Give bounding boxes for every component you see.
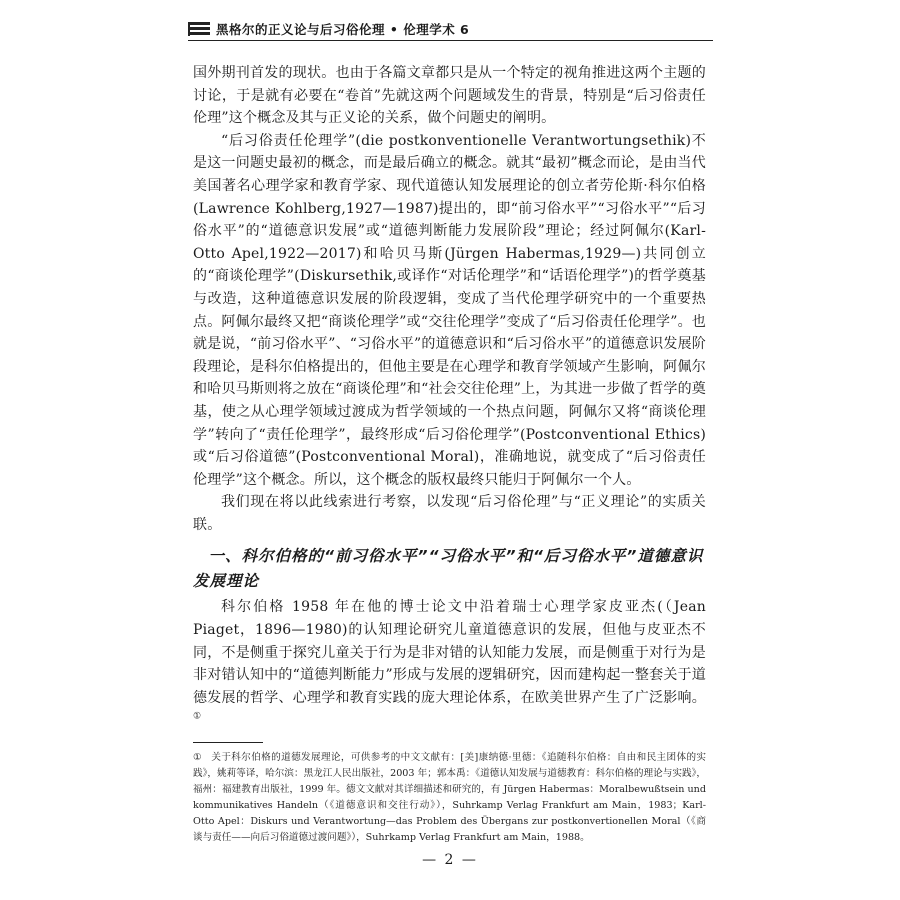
paragraph: 国外期刊首发的现状。也由于各篇文章都只是从一个特定的视角推进这两个主题的讨论，于是就有必要在“卷首”先就这两个问题域发生的背景，特别是“后习俗责任伦理”这个概念及其与正义论的关系，做个问题史的阐明。 bbox=[193, 65, 706, 127]
footnote bbox=[193, 750, 706, 846]
running-header bbox=[188, 18, 713, 41]
paragraph-text: 科尔伯格 1958 年在他的博士论文中沿着瑞士心理学家皮亚杰(（Jean Piaget，1896—1980)的认知理论研究儿童道德意识的发展，但他与皮亚杰不同，不是侧重于探究儿童关于行为是非对错的认知能力发展，而是侧重于对行为是非对错认知中的“道德判断能力”形成与发展的逻辑研究，因而建构起一整套关于道德发展的哲学、心理学和教育实践的庞大理论体系，在欧美世界产生了广泛影响。 bbox=[193, 599, 706, 706]
footnote-divider bbox=[193, 742, 263, 743]
main-text bbox=[193, 62, 706, 732]
paragraph: 我们现在将以此线索进行考察，以发现“后习俗伦理”与“正义理论”的实质关联。 bbox=[193, 494, 706, 533]
footnote-reference: ① bbox=[193, 711, 202, 722]
page-number: — 2 — bbox=[422, 852, 478, 868]
section-heading: 一、科尔伯格的“前习俗水平”“习俗水平”和“后习俗水平”道德意识发展理论 bbox=[193, 547, 704, 591]
footnote-mark: ① bbox=[193, 752, 202, 763]
book-icon bbox=[188, 22, 210, 36]
paragraph: “后习俗责任伦理学”(die postkonventionelle Verantwortungsethik)不是这一问题史最初的概念，而是最后确立的概念。就其“最初”概念而论，是由当代美国著名心理学家和教育学家、现代道德认知发展理论的创立者劳伦斯·科尔伯格(Lawrence Kohlberg,1927—1987)提出的，即“前习俗水平”“习俗水平”“后习俗水平”的“道德意识发展”或“道德判断能力发展阶段”理论；经过阿佩尔(Karl-Otto Apel,1922—2017)和哈贝马斯(Jürgen Habermas,1929—)共同创立的“商谈伦理学”(Diskursethik,或译作“对话伦理学”和“话语伦理学”)的哲学奠基与改造，这种道德意识发展的阶段逻辑，变成了当代伦理学研究中的一个重要热点。阿佩尔最终又把“商谈伦理学”或“交往伦理学”变成了“后习俗责任伦理学”。也就是说，“前习俗水平”、“习俗水平”的道德意识和“后习俗水平”的道德意识发展阶段理论，是科尔伯格提出的，但他主要是在心理学和教育学领域产生影响，阿佩尔和哈贝马斯则将之放在“商谈伦理”和“社会交往伦理”上，为其进一步做了哲学的奠基，使之从心理学领域过渡成为哲学领域的一个热点问题，阿佩尔又将“商谈伦理学”转向了“责任伦理学”，最终形成“后习俗伦理学”(Postconventional Ethics)或“后习俗道德”(Postconventional Moral)，准确地说，就变成了“后习俗责任伦理学”这个概念。所以，这个概念的版权最终只能归于阿佩尔一个人。 bbox=[193, 132, 706, 488]
footnote-text: 关于科尔伯格的道德发展理论，可供参考的中文文献有：[美]康纳德·里德：《追随科尔伯格：自由和民主团体的实践》，姚莉等译，哈尔滨：黑龙江人民出版社，2003 年；郭本禹：《道德认知发展与道德教育：科尔伯格的理论与实践》，福州：福建教育出版社，1999 年。德文文献对其详细描述和研究的，有 Jürgen Habermas：Moralbewußtsein und kommunikatives Handeln（《道德意识和交往行动》），Suhrkamp Verlag Frankfurt am Main，1983；Karl-Otto Apel：Diskurs und Verantwortung—das Problem des Übergans zur postkonvertionellen Moral（《商谈与责任——向后习俗道德过渡问题》），Suhrkamp Verlag Frankfurt am Main，1988。 bbox=[193, 752, 706, 843]
running-header-title: 黑格尔的正义论与后习俗伦理 • 伦理学术 6 bbox=[216, 22, 470, 37]
paragraph bbox=[193, 596, 706, 732]
